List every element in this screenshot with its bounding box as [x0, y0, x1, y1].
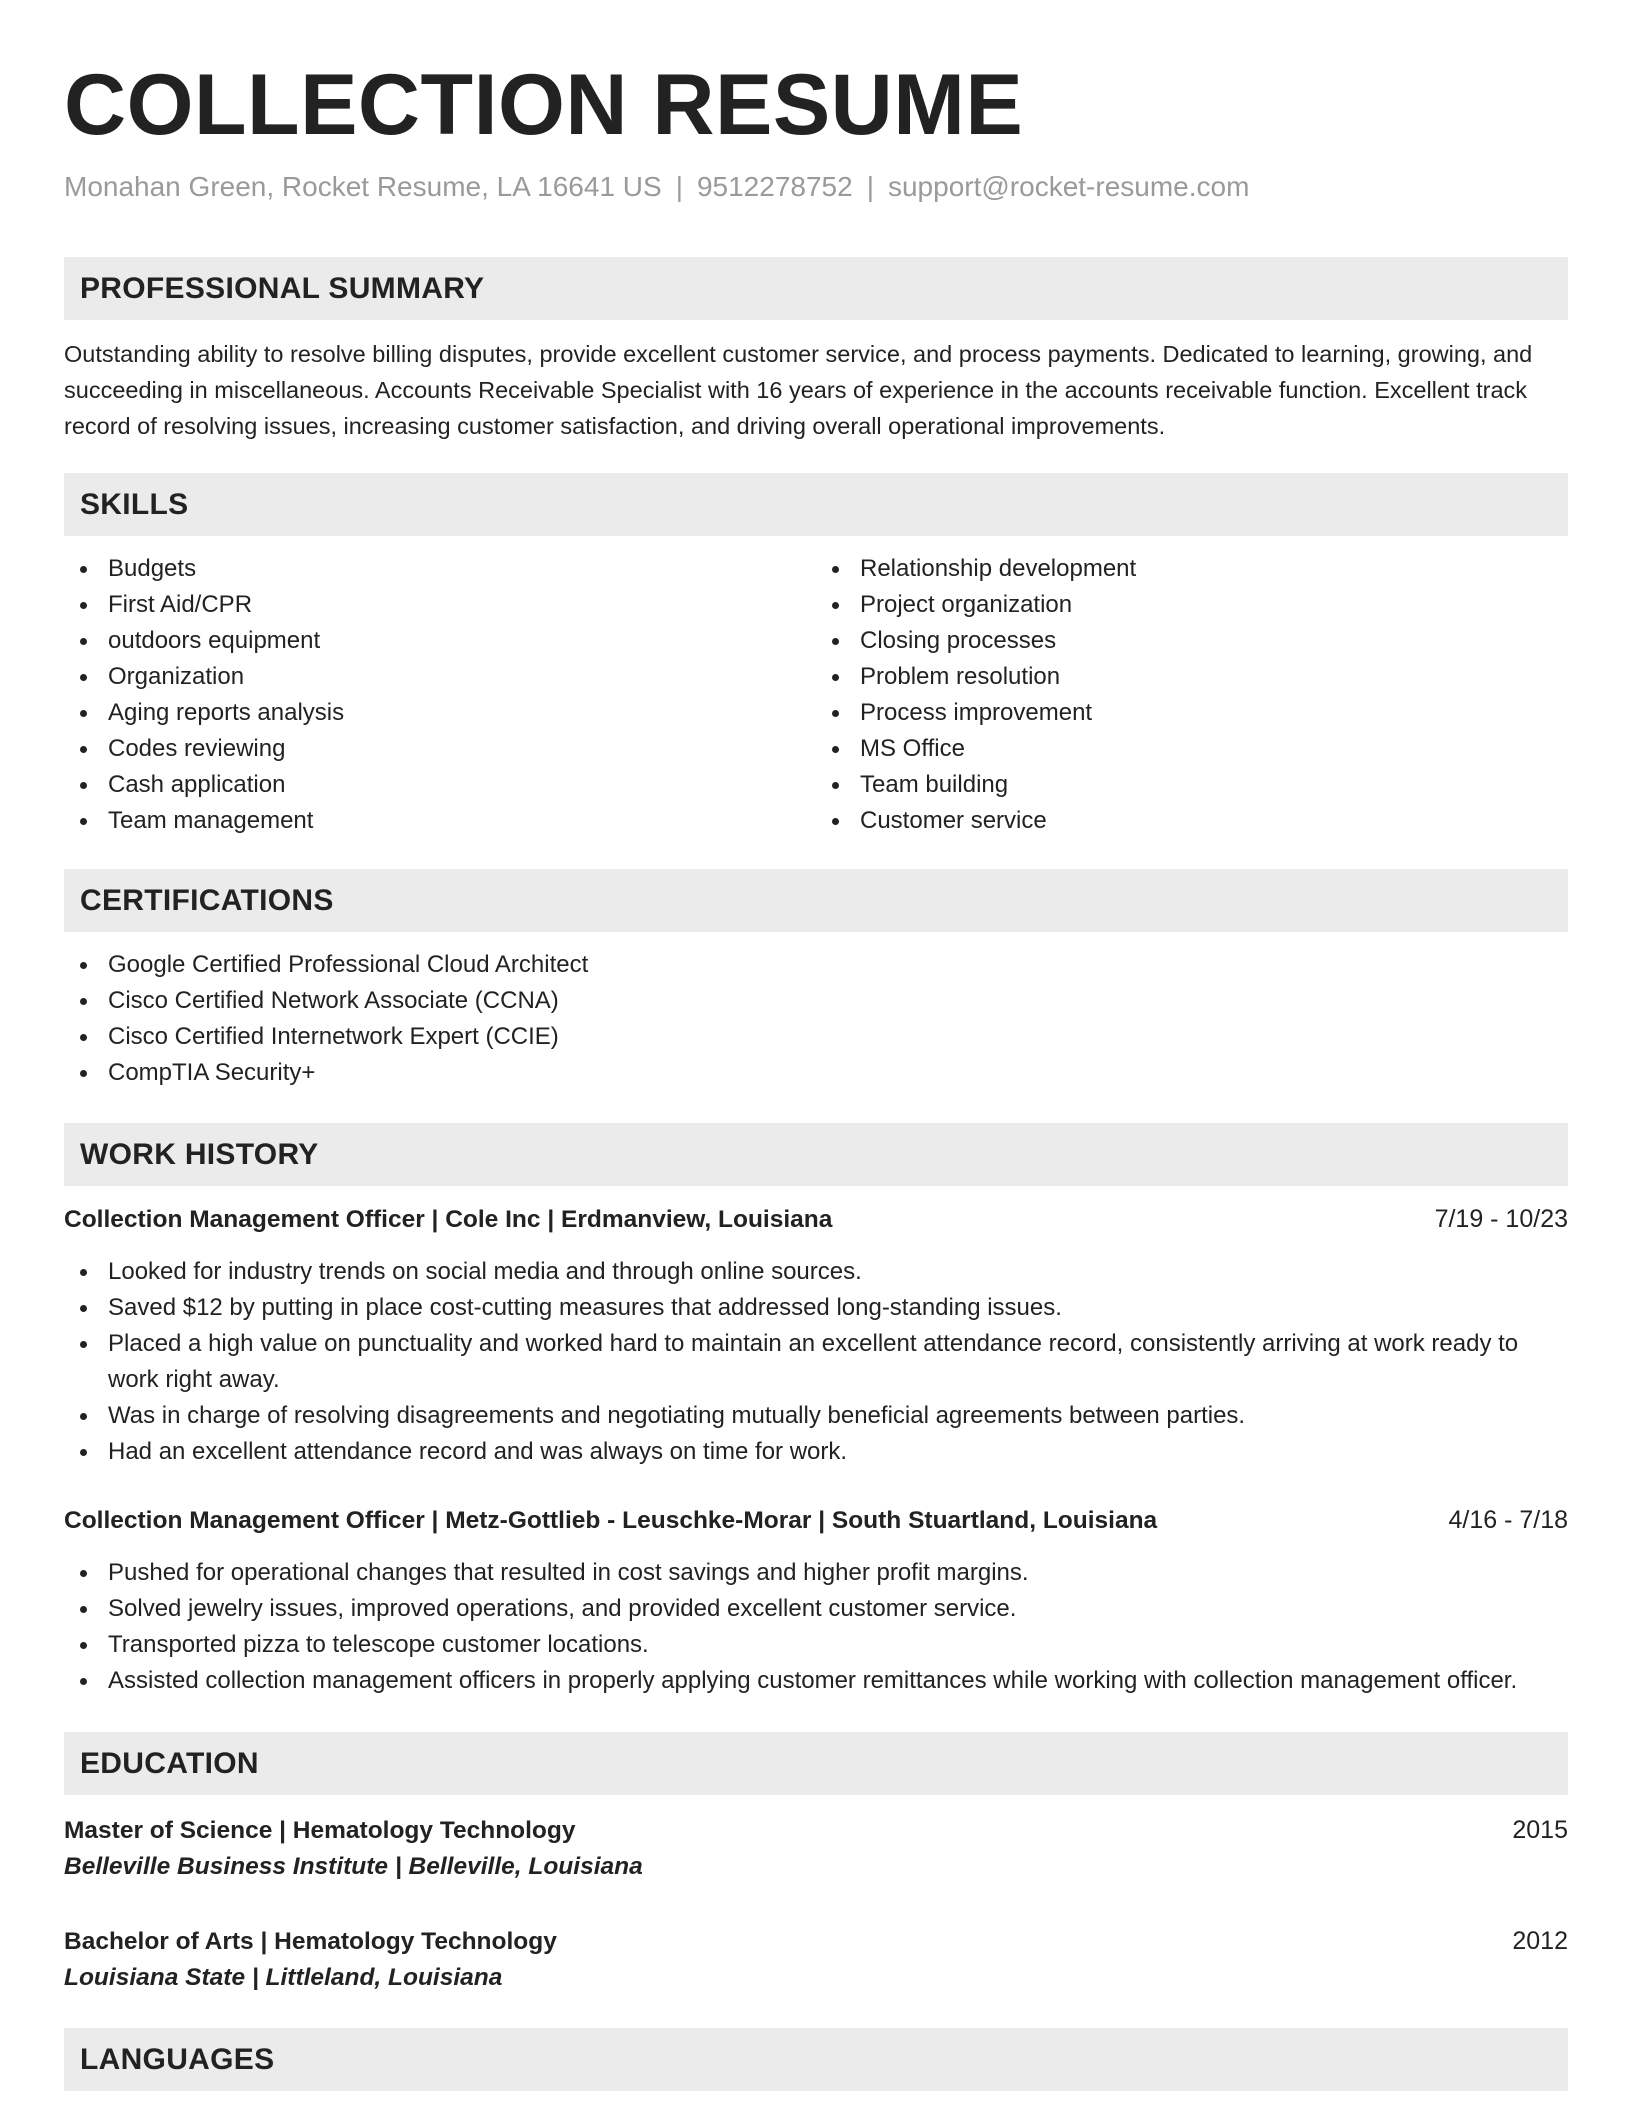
education-header [64, 1812, 1568, 1849]
job-entry [64, 1201, 1568, 1470]
job-bullet: Pushed for operational changes that resulted in cost savings and higher profit margins. [64, 1555, 1568, 1591]
education-header [64, 1923, 1568, 1960]
job-bullet: Placed a high value on punctuality and worked hard to maintain an excellent attendance record, consistently arriving at work ready to work right away. [64, 1326, 1568, 1398]
resume-title: COLLECTION RESUME [64, 57, 1024, 153]
job-bullet: Saved $12 by putting in place cost-cutting measures that addressed long-standing issues. [64, 1290, 1568, 1326]
certification-item: Cisco Certified Internetwork Expert (CCIE) [64, 1019, 1568, 1055]
job-dates: 4/16 - 7/18 [1448, 1506, 1568, 1534]
skill-item: Aging reports analysis [64, 695, 816, 731]
job-header [64, 1502, 1568, 1539]
education-entry [64, 1923, 1568, 1996]
job-bullet: Looked for industry trends on social media and through online sources. [64, 1254, 1568, 1290]
job-header [64, 1201, 1568, 1238]
education-degree: Master of Science | Hematology Technology [64, 1817, 576, 1844]
languages-heading: LANGUAGES [64, 2028, 1568, 2091]
skills-column-left [64, 551, 816, 839]
skill-item: Cash application [64, 767, 816, 803]
job-bullet: Solved jewelry issues, improved operations, and provided excellent customer service. [64, 1591, 1568, 1627]
education-entry [64, 1812, 1568, 1885]
job-bullet: Was in charge of resolving disagreements and negotiating mutually beneficial agreements between parties. [64, 1398, 1568, 1434]
education-school: Belleville Business Institute | Belleville, Louisiana [64, 1853, 643, 1880]
skill-item: Project organization [816, 587, 1568, 623]
skill-item: Process improvement [816, 695, 1568, 731]
contact-phone: 9512278752 [696, 171, 853, 202]
job-bullet: Had an excellent attendance record and was always on time for work. [64, 1434, 1568, 1470]
job-bullets [64, 1254, 1568, 1470]
contact-email: support@rocket-resume.com [887, 171, 1250, 202]
certifications-list [64, 947, 1568, 1091]
contact-address: Monahan Green, Rocket Resume, LA 16641 US [64, 171, 662, 202]
education-degree: Bachelor of Arts | Hematology Technology [64, 1928, 557, 1955]
job-title: Collection Management Officer | Metz-Gottlieb - Leuschke-Morar | South Stuartland, Louisiana [64, 1507, 1158, 1534]
skill-item: Team building [816, 767, 1568, 803]
skill-item: Team management [64, 803, 816, 839]
job-bullets [64, 1555, 1568, 1699]
work-history-heading: WORK HISTORY [64, 1123, 1568, 1186]
education-heading: EDUCATION [64, 1732, 1568, 1795]
skill-item: First Aid/CPR [64, 587, 816, 623]
skill-item: Customer service [816, 803, 1568, 839]
contact-separator: | [866, 171, 874, 202]
skill-item: Problem resolution [816, 659, 1568, 695]
job-entry [64, 1502, 1568, 1699]
skill-item: Relationship development [816, 551, 1568, 587]
skill-item: outdoors equipment [64, 623, 816, 659]
skill-item: MS Office [816, 731, 1568, 767]
certification-item: Cisco Certified Network Associate (CCNA) [64, 983, 1568, 1019]
certification-item: CompTIA Security+ [64, 1055, 1568, 1091]
summary-heading: PROFESSIONAL SUMMARY [64, 257, 1568, 320]
skills-column-right [816, 551, 1568, 839]
skills-heading: SKILLS [64, 473, 1568, 536]
contact-line [64, 170, 1568, 204]
skill-item: Closing processes [816, 623, 1568, 659]
skill-item: Organization [64, 659, 816, 695]
summary-text: Outstanding ability to resolve billing disputes, provide excellent customer service, and process payments. Dedicated to learning, growing, and succeeding in miscellaneous. Accounts Receivable Specialist with 16 years of experience in the accounts receivable function. Excellent track record of resolving issues, increasing customer satisfaction, and driving overall operational improvements. [64, 341, 1533, 439]
certifications-heading: CERTIFICATIONS [64, 869, 1568, 932]
skill-item: Budgets [64, 551, 816, 587]
job-dates: 7/19 - 10/23 [1434, 1205, 1568, 1233]
certification-item: Google Certified Professional Cloud Architect [64, 947, 1568, 983]
skill-item: Codes reviewing [64, 731, 816, 767]
education-school: Louisiana State | Littleland, Louisiana [64, 1964, 503, 1991]
job-title: Collection Management Officer | Cole Inc | Erdmanview, Louisiana [64, 1206, 833, 1233]
job-bullet: Assisted collection management officers in properly applying customer remittances while working with collection management officer. [64, 1663, 1568, 1699]
job-bullet: Transported pizza to telescope customer locations. [64, 1627, 1568, 1663]
contact-separator: | [675, 171, 683, 202]
education-year: 2012 [1512, 1927, 1568, 1955]
skills-list [64, 551, 1568, 839]
education-year: 2015 [1512, 1816, 1568, 1844]
